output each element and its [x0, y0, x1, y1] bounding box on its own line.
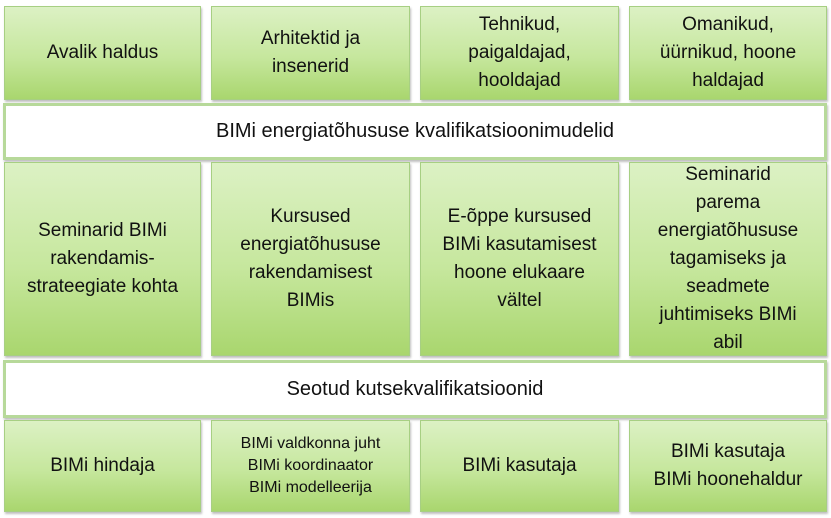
training-text-line: rakendamis- [50, 248, 155, 269]
qualification-cell-user [420, 420, 619, 512]
training-text-line: parema [695, 192, 761, 213]
training-text-line: Seminarid [685, 164, 771, 185]
training-cell-energy-courses [211, 162, 410, 356]
band-qualification-models-label: BIMi energiatõhususe kvalifikatsioonimudelid [216, 120, 614, 142]
training-text-line: E-õppe kursused [447, 206, 592, 227]
role-text-line: hooldajad [478, 70, 561, 91]
role-text-line: Omanikud, [682, 14, 774, 35]
role-text-line: üürnikud, hoone [659, 42, 797, 63]
training-text-line: seadmete [686, 276, 770, 297]
training-text-line: hoone elukaare [454, 262, 585, 283]
qualification-cell-user-facility-manager [629, 420, 827, 512]
role-text-line: paigaldajad, [468, 42, 571, 63]
role-text-line: haldajad [692, 70, 764, 91]
role-cell-technicians [420, 6, 619, 100]
qualification-text-line: BIMi valdkonna juht [240, 435, 381, 452]
training-text-line: Kursused [270, 206, 351, 227]
training-text-line: rakendamisest [248, 262, 373, 283]
role-cell-owners-tenants [629, 6, 827, 100]
training-text-line: BIMi kasutamisest [442, 234, 597, 255]
band-related-qualifications [3, 360, 827, 418]
training-text-line: vältel [497, 290, 542, 311]
qualification-cell-manager-coordinator-modeller [211, 420, 410, 512]
role-text-line: Avalik haldus [46, 42, 159, 63]
qualification-text-line: BIMi koordinaator [247, 457, 374, 474]
role-text-line: Arhitektid ja [260, 28, 361, 49]
training-text-line: Seminarid BIMi [38, 220, 167, 241]
role-cell-architects-engineers [211, 6, 410, 100]
qualification-text-line: BIMi kasutaja [462, 455, 577, 476]
qualification-text-line: BIMi modelleerija [249, 479, 372, 496]
training-text-line: strateegiate kohta [26, 276, 179, 297]
role-text-line: insenerid [271, 56, 350, 77]
training-text-line: energiatõhususe [240, 234, 381, 255]
training-text-line: abil [713, 332, 743, 353]
qualification-text-line: BIMi hindaja [50, 455, 155, 476]
training-text-line: BIMis [286, 290, 335, 311]
training-cell-elearning-courses [420, 162, 619, 356]
band-qualification-models [3, 103, 827, 160]
band-related-qualifications-label: Seotud kutsekvalifikatsioonid [286, 377, 544, 400]
training-cell-strategy-seminars [4, 162, 201, 356]
role-text-line: Tehnikud, [478, 14, 561, 35]
qualification-text-line: BIMi kasutaja [670, 441, 786, 462]
training-text-line: juhtimiseks BIMi [659, 304, 797, 325]
qualification-cell-assessor [4, 420, 201, 512]
training-cell-equipment-seminars [629, 162, 827, 356]
training-text-line: energiatõhususe [657, 220, 799, 241]
role-cell-public-administration [4, 6, 201, 100]
training-text-line: tagamiseks ja [669, 248, 787, 269]
qualification-text-line: BIMi hoonehaldur [653, 469, 803, 490]
